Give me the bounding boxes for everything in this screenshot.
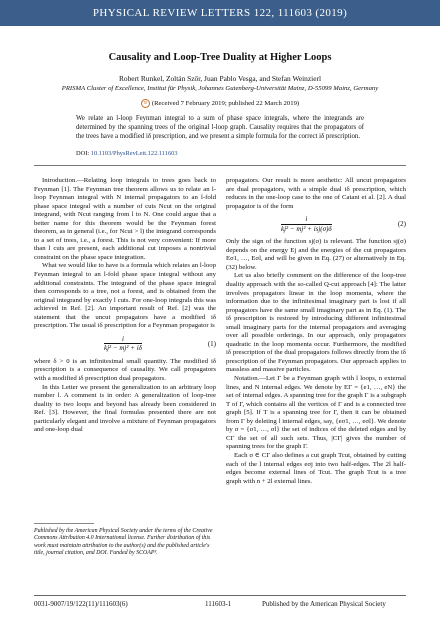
open-access-icon: ⊙ [141, 99, 150, 108]
footer-page-number: 111603-1 [205, 600, 232, 608]
paragraph-notation: Notation.—Let Γ be a Feynman graph with l loops, n external lines, and N internal edges. We denote by EΓ = {e1, …, eN} the set of internal edges. A spanning tree for the graph Γ is a subgraph T of Γ, which contains all the vertices of Γ and is a connected tree graph [5]. If T is a spanning tree for Γ, then it can be obtained from Γ by deleting l internal edges, say, {eσ1, …, eσl}. We denote by σ = {σ1, …, σl} the set of indices of the deleted edges and by CΓ the set of all such sets. Thus, |CΓ| gives the number of spanning trees for the graph Γ. [226, 375, 406, 451]
equation-1-denominator: kj² − mj² + iδ [104, 344, 142, 353]
received-dates [0, 99, 440, 108]
journal-title: PHYSICAL REVIEW LETTERS 122, 111603 (2019) [92, 7, 348, 19]
footnote-divider [34, 523, 94, 524]
paper-title: Causality and Loop-Tree Duality at Higher Loops [108, 52, 332, 63]
equation-1-numerator: i [104, 335, 142, 345]
footer-issn: 0031-9007/19/122(11)/111603(6) [34, 600, 128, 608]
paragraph-delta: where δ > 0 is an infinitesimal small quantity. The modified iδ prescription is a consequence of causality. We call propagators with a modified iδ prescription dual propagators. [34, 357, 216, 383]
doi-label: DOI: [76, 150, 90, 157]
authors: Robert Runkel, Zoltán Szőr, Juan Pablo Vesga, and Stefan Weinzierl [118, 74, 322, 83]
equation-2-denominator: kj² − mj² + isj(σ)δ [281, 224, 332, 233]
received-text: (Received 7 February 2019; published 22 March 2019) [151, 100, 300, 108]
paragraph-formula-goal: What we would like to have is a formula which relates an l-loop Feynman integral to an l-fold phase space integral without any additional constraints. The integrand of the phase space integral then corresponds to a tree, not a forest, and is obtained from the original integrand by exactly l cuts. For one-loop integrals this was achieved in Ref. [2]. An important result of Ref. [2] was the statement that the uncut propagators have a modified iδ prescription. The usual iδ prescription for a Feynman propagator is [34, 262, 216, 330]
equation-2 [226, 215, 406, 233]
equation-1-number: (1) [207, 339, 216, 348]
equation-1 [34, 335, 216, 353]
equation-2-number: (2) [397, 219, 406, 228]
paragraph-generalization: In this Letter we present the generalization to an arbitrary loop number l. A comment is in order: A generalization of loop-tree duality to two loops and beyond has already been considered in Ref. [3]. However, the final formulas presented there are not particularly elegant and involve a mixture of Feynman propagators and one-loop dual [34, 383, 216, 434]
footer-publisher: Published by the American Physical Society [262, 600, 386, 608]
doi-line [76, 150, 178, 157]
paragraph-introduction: Introduction.—Relating loop integrals to trees goes back to Feynman [1]. The Feynman tree theorem allows us to relate an l-loop Feynman integral with N internal propagators to an l-fold phase space integral with a number of cuts Ncut on the original integrand, with Ncut ranging from l to N. One could argue that a better name for this theorem would be the Feynman forest theorem, as in general (i.e., for Ncut > l) the integrand corresponds to a set of trees, i.e., a forest. This is not very convenient: If more than l cuts are present, each additional cut imposes a nontrivial constraint on the phase space integration. [34, 177, 216, 261]
footer-divider [34, 595, 406, 596]
equation-2-numerator: i [281, 215, 332, 225]
paragraph-q-cut: Let us also briefly comment on the difference of the loop-tree duality approach with the so-called Q-cut approach [4]: The latter involves propagators linear in the loop momenta, where the information due to the infinitesimal imaginary part is lost if all propagators have the same small imaginary part as in Eq. (1). The iδ prescription is restored by introducing different infinitesimal small imaginary parts for the internal propagators and averaging over all possible orderings. In our approach, only propagators quadratic in the loop momenta occur. Furthermore, the modified iδ prescription of the dual propagators follows directly from the iδ prescription of the Feynman propagators. Our approach applies to massless and massive particles. [226, 272, 406, 374]
left-column [34, 177, 216, 435]
affiliation: PRISMA Cluster of Excellence, Institut für Physik, Johannes Gutenberg-Universität Mainz, D-55099 Mainz, Germany [61, 85, 379, 92]
right-column [226, 177, 406, 486]
license-footnote: Published by the American Physical Society under the terms of the Creative Commons Attribution 4.0 International license. Further distribution of this work must maintain attribution to the author(s) and the published article's title, journal citation, and DOI. Funded by SCOAP³. [34, 528, 213, 557]
equation-1-fraction [104, 335, 142, 353]
doi-link[interactable]: 10.1103/PhysRevLett.122.111603 [90, 150, 178, 157]
paragraph-sign-function: Only the sign of the function sj(σ) is relevant. The function sj(σ) depends on the energy Ej and the energies of the cut propagators Eσ1, …, Eσl, and will be given in Eq. (27) or alternatively in Eq. (32) below. [226, 238, 406, 271]
paragraph-dual-propagators: propagators. Our result is more aesthetic: All uncut propagators are dual propagators, with a simple dual iδ prescription, which reduces in the one-loop case to the one of Catani et al. [2]. A dual propagator is of the form [226, 177, 406, 210]
equation-2-fraction [281, 215, 332, 233]
abstract: We relate an l-loop Feynman integral to a sum of phase space integrals, where the integrands are determined by the spanning trees of the original l-loop graph. Causality requires that the propagators of the trees have a modified iδ prescription, and we present a simple formula for the correct iδ prescription. [76, 115, 364, 140]
abstract-divider [34, 165, 406, 166]
paragraph-cut-graph: Each σ ∈ CΓ also defines a cut graph Tcut, obtained by cutting each of the l internal edges eσj into two half-edges. The 2l half-edges become external lines of Tcut. The graph Tcut is a tree graph with n + 2l external lines. [226, 451, 406, 485]
